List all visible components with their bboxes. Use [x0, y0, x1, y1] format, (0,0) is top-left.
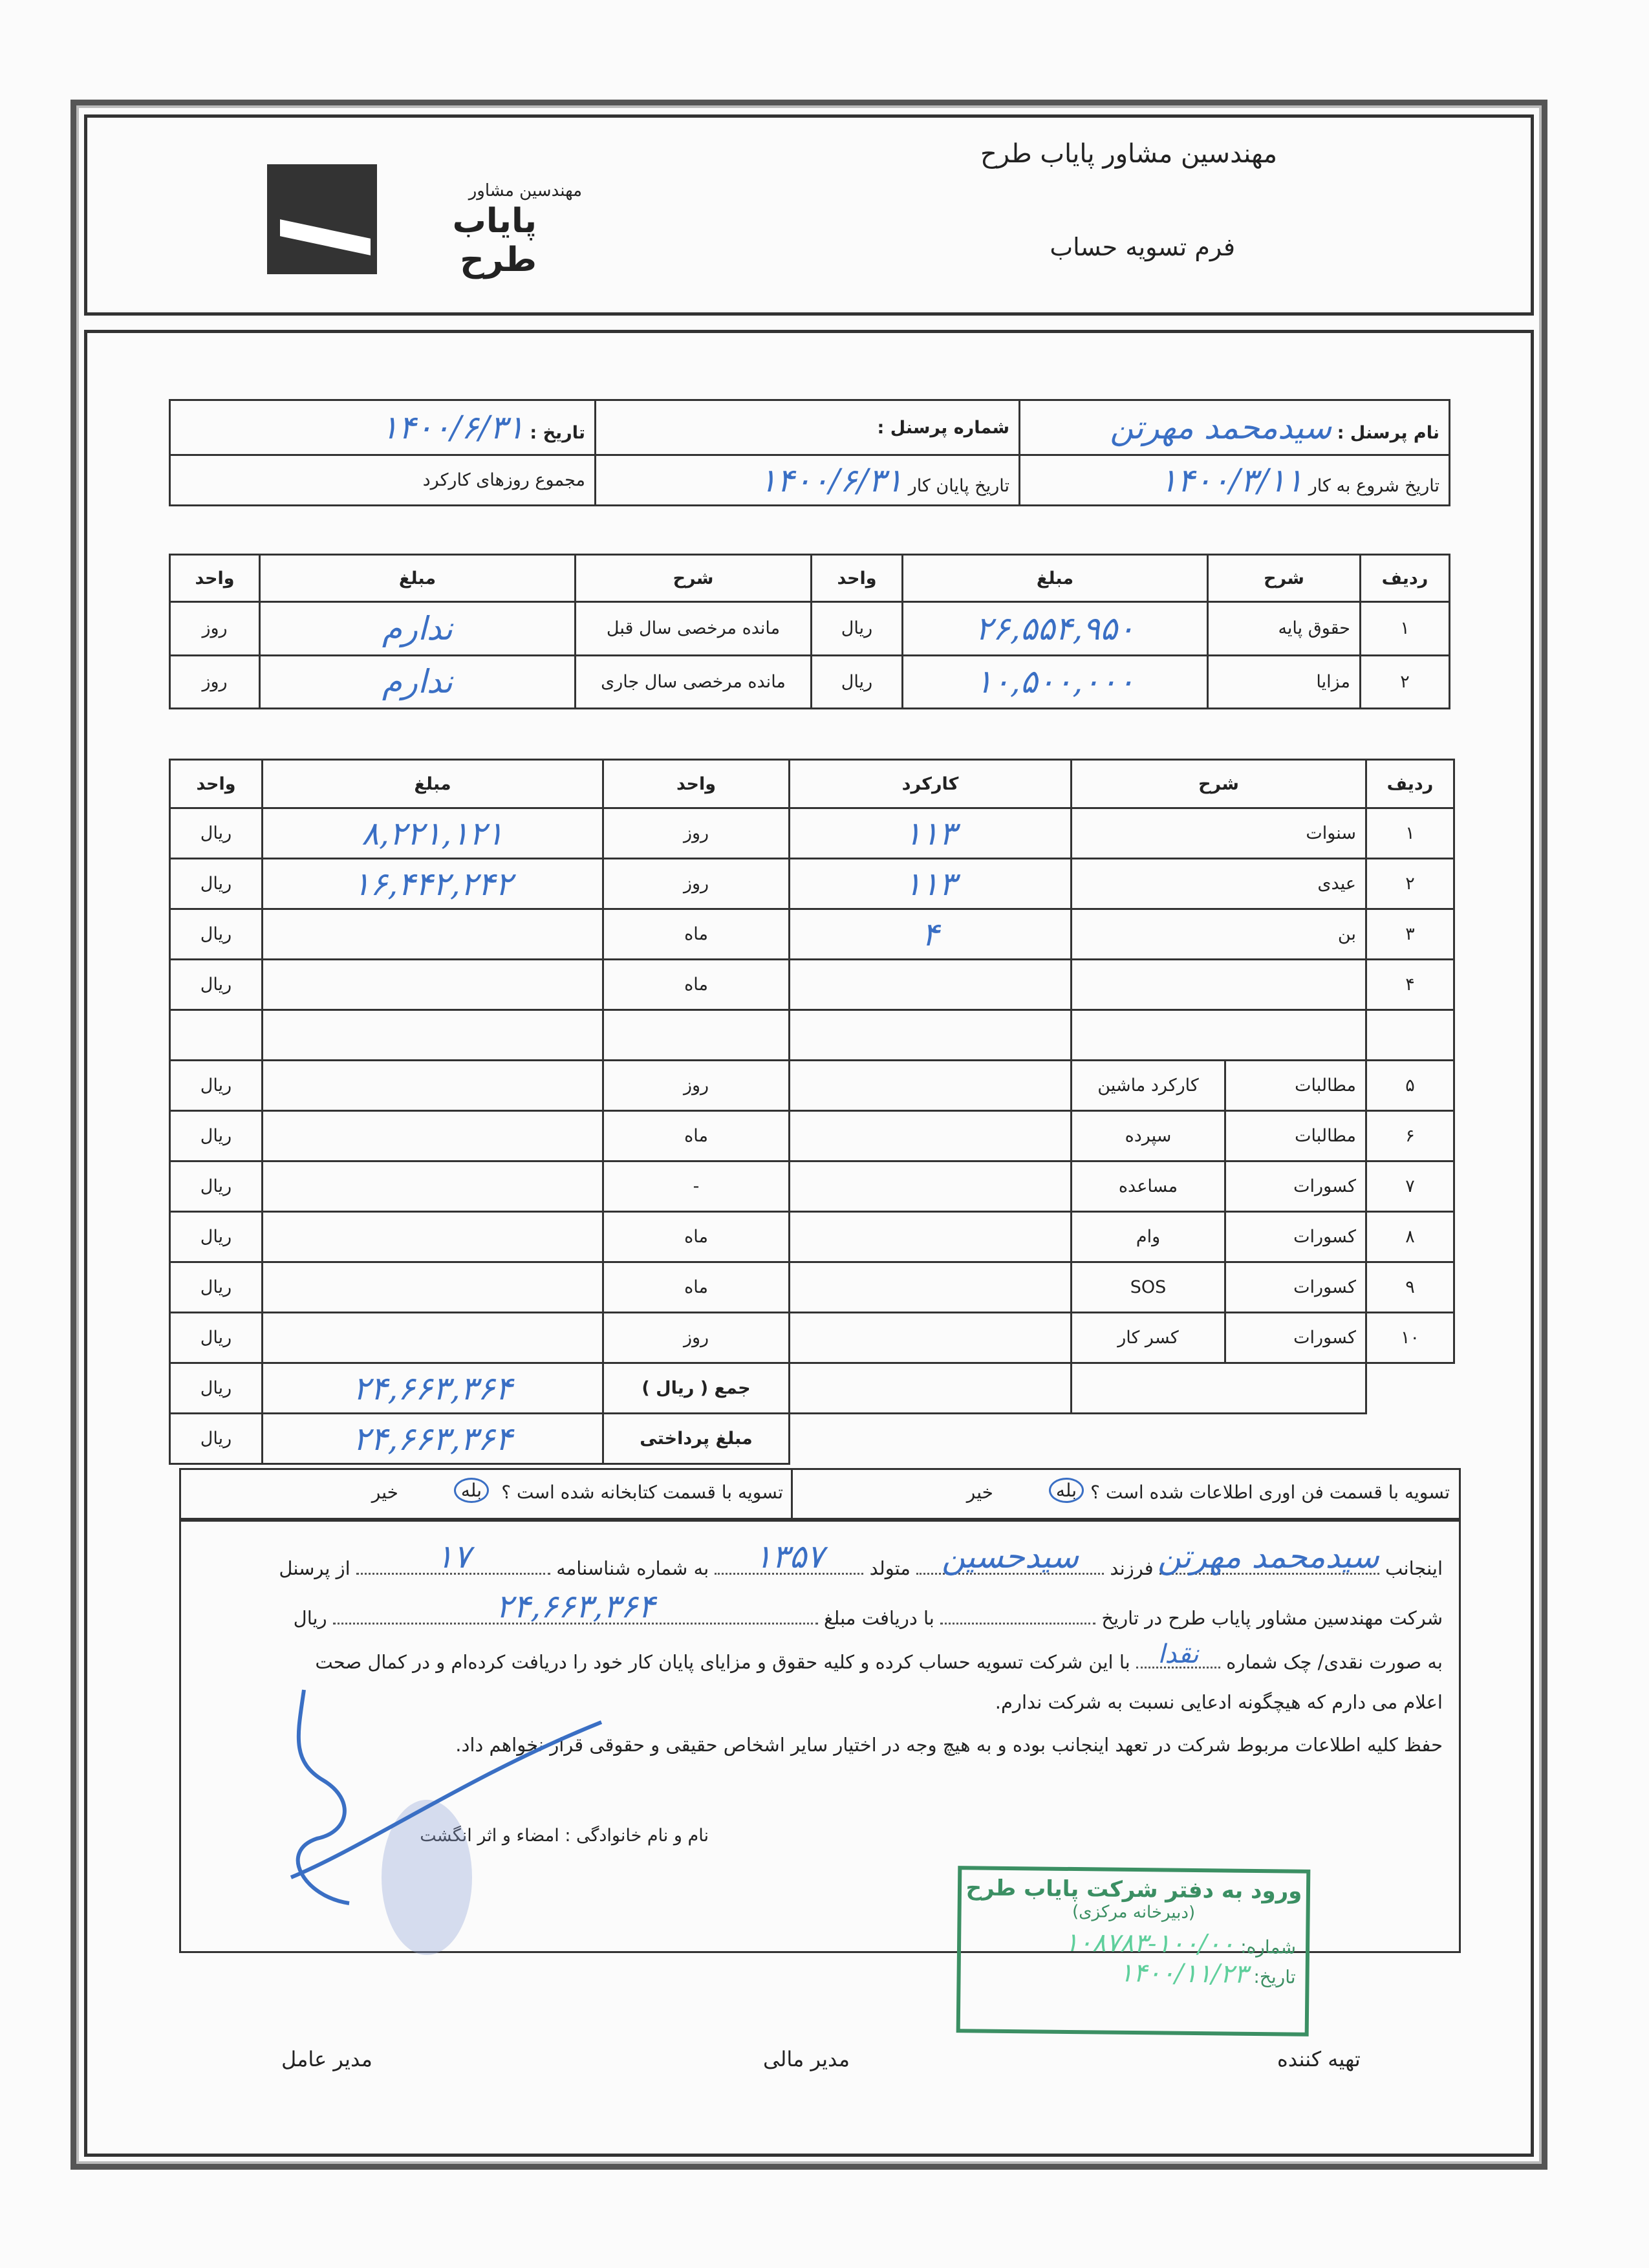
description: [1072, 960, 1366, 1010]
amount-value: [263, 909, 603, 960]
table-row: [170, 1313, 1454, 1363]
date-value: ۱۴۰۰/۶/۳۱: [381, 409, 524, 446]
row-number: [1366, 1010, 1454, 1061]
unit: ماه: [603, 909, 790, 960]
ceo-signature-label: مدیر عامل: [281, 2047, 372, 2071]
col-header: مبلغ: [263, 760, 603, 808]
cell: ریال: [812, 602, 903, 656]
received-amount-value: ۲۴,۶۶۳,۳۶۴: [495, 1588, 656, 1625]
col-header: واحد: [812, 555, 903, 602]
currency: ریال: [170, 1313, 263, 1363]
currency: [170, 1010, 263, 1061]
cell: مانده مرخصی سال قبل: [576, 602, 812, 656]
work-value: [790, 1010, 1072, 1061]
currency: ریال: [170, 909, 263, 960]
company-logo-icon: [267, 164, 377, 274]
start-date-cell: تاریخ شروع به کار ۱۴۰۰/۳/۱۱: [1020, 455, 1450, 506]
unit: [603, 1010, 790, 1061]
salary-header-row: [170, 555, 1450, 602]
col-header: واحد: [603, 760, 790, 808]
description: SOS: [1072, 1262, 1225, 1313]
row-number: ۷: [1366, 1161, 1454, 1212]
declaration-line-5: حفظ کلیه اطلاعات مربوط شرکت در تعهد اینجانب بوده و به هیچ وجه در اختیار سایر اشخاص حقیقی و حقوقی قرار نخواهم داد.: [455, 1734, 1443, 1756]
row-number: ۱۰: [1366, 1313, 1454, 1363]
father-name-value: سیدحسین: [942, 1538, 1079, 1575]
it-no-option[interactable]: خیر: [966, 1482, 993, 1503]
work-value: ۴: [790, 909, 1072, 960]
col-header: ردیف: [1361, 555, 1450, 602]
unit: روز: [603, 1313, 790, 1363]
it-question: تسویه با قسمت فن اوری اطلاعات شده است ؟: [1090, 1482, 1450, 1503]
description: سنوات: [1072, 808, 1366, 859]
table-row: [170, 909, 1454, 960]
work-value: [790, 1111, 1072, 1161]
date-cell: تاریخ : ۱۴۰۰/۶/۳۱: [170, 400, 596, 455]
id-number-value: ۱۷: [436, 1538, 471, 1575]
col-header: شرح: [576, 555, 812, 602]
cell: روز: [170, 655, 260, 709]
description: [1072, 1010, 1366, 1061]
description: بن: [1072, 909, 1366, 960]
paid-row: [170, 1414, 1454, 1464]
table-row: [170, 602, 1450, 656]
description: وام: [1072, 1212, 1225, 1262]
total-row: [170, 1363, 1454, 1414]
it-yes-option[interactable]: بله: [1049, 1478, 1084, 1503]
table-row: [170, 1061, 1454, 1111]
table-row: [170, 960, 1454, 1010]
work-value: [790, 1313, 1072, 1363]
preparer-signature-label: تهیه کننده: [1277, 2047, 1361, 2071]
currency: ریال: [170, 1161, 263, 1212]
office-entry-stamp: [956, 1866, 1311, 2036]
currency: ریال: [170, 1111, 263, 1161]
table-row: [170, 1111, 1454, 1161]
row-number: ۹: [1366, 1262, 1454, 1313]
library-no-option[interactable]: خیر: [371, 1482, 398, 1503]
col-header: مبلغ: [260, 555, 576, 602]
cell: ۲: [1361, 655, 1450, 709]
unit: روز: [603, 808, 790, 859]
total-days-cell: مجموع روزهای کارکرد: [170, 455, 596, 506]
work-value: [790, 1262, 1072, 1313]
unit: ماه: [603, 1262, 790, 1313]
col-header: مبلغ: [903, 555, 1208, 602]
row-number: ۶: [1366, 1111, 1454, 1161]
cell: ندارم: [260, 602, 576, 656]
work-value: ۱۱۳: [790, 859, 1072, 909]
amount-value: [263, 960, 603, 1010]
cell: مانده مرخصی سال جاری: [576, 655, 812, 709]
cell: ۱۰,۵۰۰,۰۰۰: [903, 655, 1208, 709]
birth-year-value: ۱۳۵۷: [754, 1538, 824, 1575]
it-clearance: [791, 1470, 1459, 1518]
stamp-date-label: تاریخ:: [1253, 1965, 1296, 1988]
form-title: فرم تسویه حساب: [1050, 233, 1235, 261]
category: کسورات: [1225, 1161, 1366, 1212]
finance-manager-signature-label: مدیر مالی: [763, 2047, 850, 2071]
table-row: [170, 808, 1454, 859]
clearance-row: [179, 1468, 1461, 1520]
currency: ریال: [170, 1262, 263, 1313]
payment-method-value: نقدا: [1158, 1639, 1199, 1669]
cell: مزایا: [1208, 655, 1361, 709]
col-header: شرح: [1208, 555, 1361, 602]
amount-value: [263, 1061, 603, 1111]
table-row: [170, 1212, 1454, 1262]
work-value: ۱۱۳: [790, 808, 1072, 859]
cell: ندارم: [260, 655, 576, 709]
stamp-title: ورود به دفتر شرکت پایاب طرح: [965, 1875, 1302, 1905]
cell: ۱: [1361, 602, 1450, 656]
unit: ماه: [603, 1212, 790, 1262]
row-number: ۸: [1366, 1212, 1454, 1262]
amount-value: [263, 1010, 603, 1061]
currency: ریال: [170, 808, 263, 859]
table-row: [170, 859, 1454, 909]
salary-table: [169, 554, 1450, 709]
personnel-number-cell: شماره پرسنل :: [596, 400, 1020, 455]
description: عیدی: [1072, 859, 1366, 909]
end-date-cell: تاریخ پایان کار ۱۴۰۰/۶/۳۱: [596, 455, 1020, 506]
cell: ریال: [812, 655, 903, 709]
category: کسورات: [1225, 1212, 1366, 1262]
personnel-name-value: سیدمحمد مهرتن: [1110, 409, 1332, 446]
description: سپرده: [1072, 1111, 1225, 1161]
table-row: [170, 1262, 1454, 1313]
table-row: [170, 655, 1450, 709]
description: کارکرد ماشین: [1072, 1061, 1225, 1111]
category: مطالبات: [1225, 1061, 1366, 1111]
signature-fingerprint-icon: [278, 1683, 614, 1968]
work-value: [790, 1161, 1072, 1212]
amount-value: [263, 1262, 603, 1313]
logo-text-small: مهندسین مشاور: [468, 181, 582, 200]
work-value: [790, 1212, 1072, 1262]
signature-label: نام و نام خانوادگی : امضاء و اثر انگشت: [420, 1826, 709, 1846]
amount-value: [263, 1111, 603, 1161]
stamp-number-value: ۱۰۰/۰۰-۱۰۸۷۸۳: [1064, 1927, 1235, 1960]
category: مطالبات: [1225, 1111, 1366, 1161]
total-currency: ریال: [170, 1363, 263, 1414]
personnel-name-cell: نام پرسنل : سیدمحمد مهرتن: [1020, 400, 1450, 455]
cell: حقوق پایه: [1208, 602, 1361, 656]
category: کسورات: [1225, 1313, 1366, 1363]
logo-text-big: پایاب طرح: [452, 202, 537, 279]
declaration-line-1: اینجانب سیدمحمد مهرتن فرزند سیدحسین متولد ۱۳۵۷ به شماره شناسنامه ۱۷ از پرسنل: [279, 1538, 1443, 1579]
row-number: ۳: [1366, 909, 1454, 960]
total-value: ۲۴,۶۶۳,۳۶۴: [263, 1363, 603, 1414]
items-header-row: [170, 760, 1454, 808]
stamp-date-value: ۱۴۰۰/۱۱/۲۳: [1119, 1958, 1248, 1989]
amount-value: ۱۶,۴۴۲,۲۴۲: [263, 859, 603, 909]
table-row: [170, 1010, 1454, 1061]
col-header: واحد: [170, 555, 260, 602]
table-row: [170, 1161, 1454, 1212]
end-date-value: ۱۴۰۰/۶/۳۱: [759, 461, 903, 499]
unit: ماه: [603, 1111, 790, 1161]
amount-value: [263, 1313, 603, 1363]
col-header: کارکرد: [790, 760, 1072, 808]
employee-name-value: سیدمحمد مهرتن: [1158, 1538, 1379, 1575]
currency: ریال: [170, 859, 263, 909]
declaration-line-3: به صورت نقدی/ چک شماره نقدا با این شرکت تسویه حساب کرده و کلیه حقوق و مزایای پایان کار خود را دریافت کرده‌ام و در کمال صحت: [315, 1639, 1443, 1673]
paid-label: مبلغ پرداختی: [603, 1414, 790, 1464]
company-title: مهندسین مشاور پایاب طرح: [980, 139, 1277, 169]
personnel-info-table: [169, 399, 1450, 506]
unit: ماه: [603, 960, 790, 1010]
description: کسر کار: [1072, 1313, 1225, 1363]
row-number: ۲: [1366, 859, 1454, 909]
row-number: ۵: [1366, 1061, 1454, 1111]
unit: -: [603, 1161, 790, 1212]
currency: ریال: [170, 960, 263, 1010]
row-number: ۱: [1366, 808, 1454, 859]
cell: ۲۶,۵۵۴,۹۵۰: [903, 602, 1208, 656]
stamp-number-label: شماره:: [1240, 1936, 1297, 1958]
description: مساعده: [1072, 1161, 1225, 1212]
cell: روز: [170, 602, 260, 656]
start-date-value: ۱۴۰۰/۳/۱۱: [1159, 461, 1304, 499]
paid-currency: ریال: [170, 1414, 263, 1464]
total-label: جمع ( ریال ): [603, 1363, 790, 1414]
settlement-items-table: [169, 759, 1455, 1465]
work-value: [790, 960, 1072, 1010]
unit: روز: [603, 859, 790, 909]
work-value: [790, 1061, 1072, 1111]
library-question: تسویه با قسمت کتابخانه شده است ؟: [501, 1482, 783, 1503]
declaration-line-2: شرکت مهندسین مشاور پایاب طرح در تاریخ با دریافت مبلغ ۲۴,۶۶۳,۳۶۴ ریال: [293, 1588, 1443, 1629]
row-number: ۴: [1366, 960, 1454, 1010]
amount-value: [263, 1161, 603, 1212]
amount-value: ۸,۲۲۱,۱۲۱: [263, 808, 603, 859]
currency: ریال: [170, 1061, 263, 1111]
declaration-line-4: اعلام می دارم که هیچگونه ادعایی نسبت به شرکت ندارم.: [995, 1691, 1443, 1713]
amount-value: [263, 1212, 603, 1262]
col-header: شرح: [1072, 760, 1366, 808]
currency: ریال: [170, 1212, 263, 1262]
stamp-subtitle: (دبیرخانه مرکزی): [1072, 1902, 1196, 1923]
category: کسورات: [1225, 1262, 1366, 1313]
paid-value: ۲۴,۶۶۳,۳۶۴: [263, 1414, 603, 1464]
unit: روز: [603, 1061, 790, 1111]
col-header: ردیف: [1366, 760, 1454, 808]
library-yes-option[interactable]: بله: [454, 1478, 489, 1503]
col-header: واحد: [170, 760, 263, 808]
